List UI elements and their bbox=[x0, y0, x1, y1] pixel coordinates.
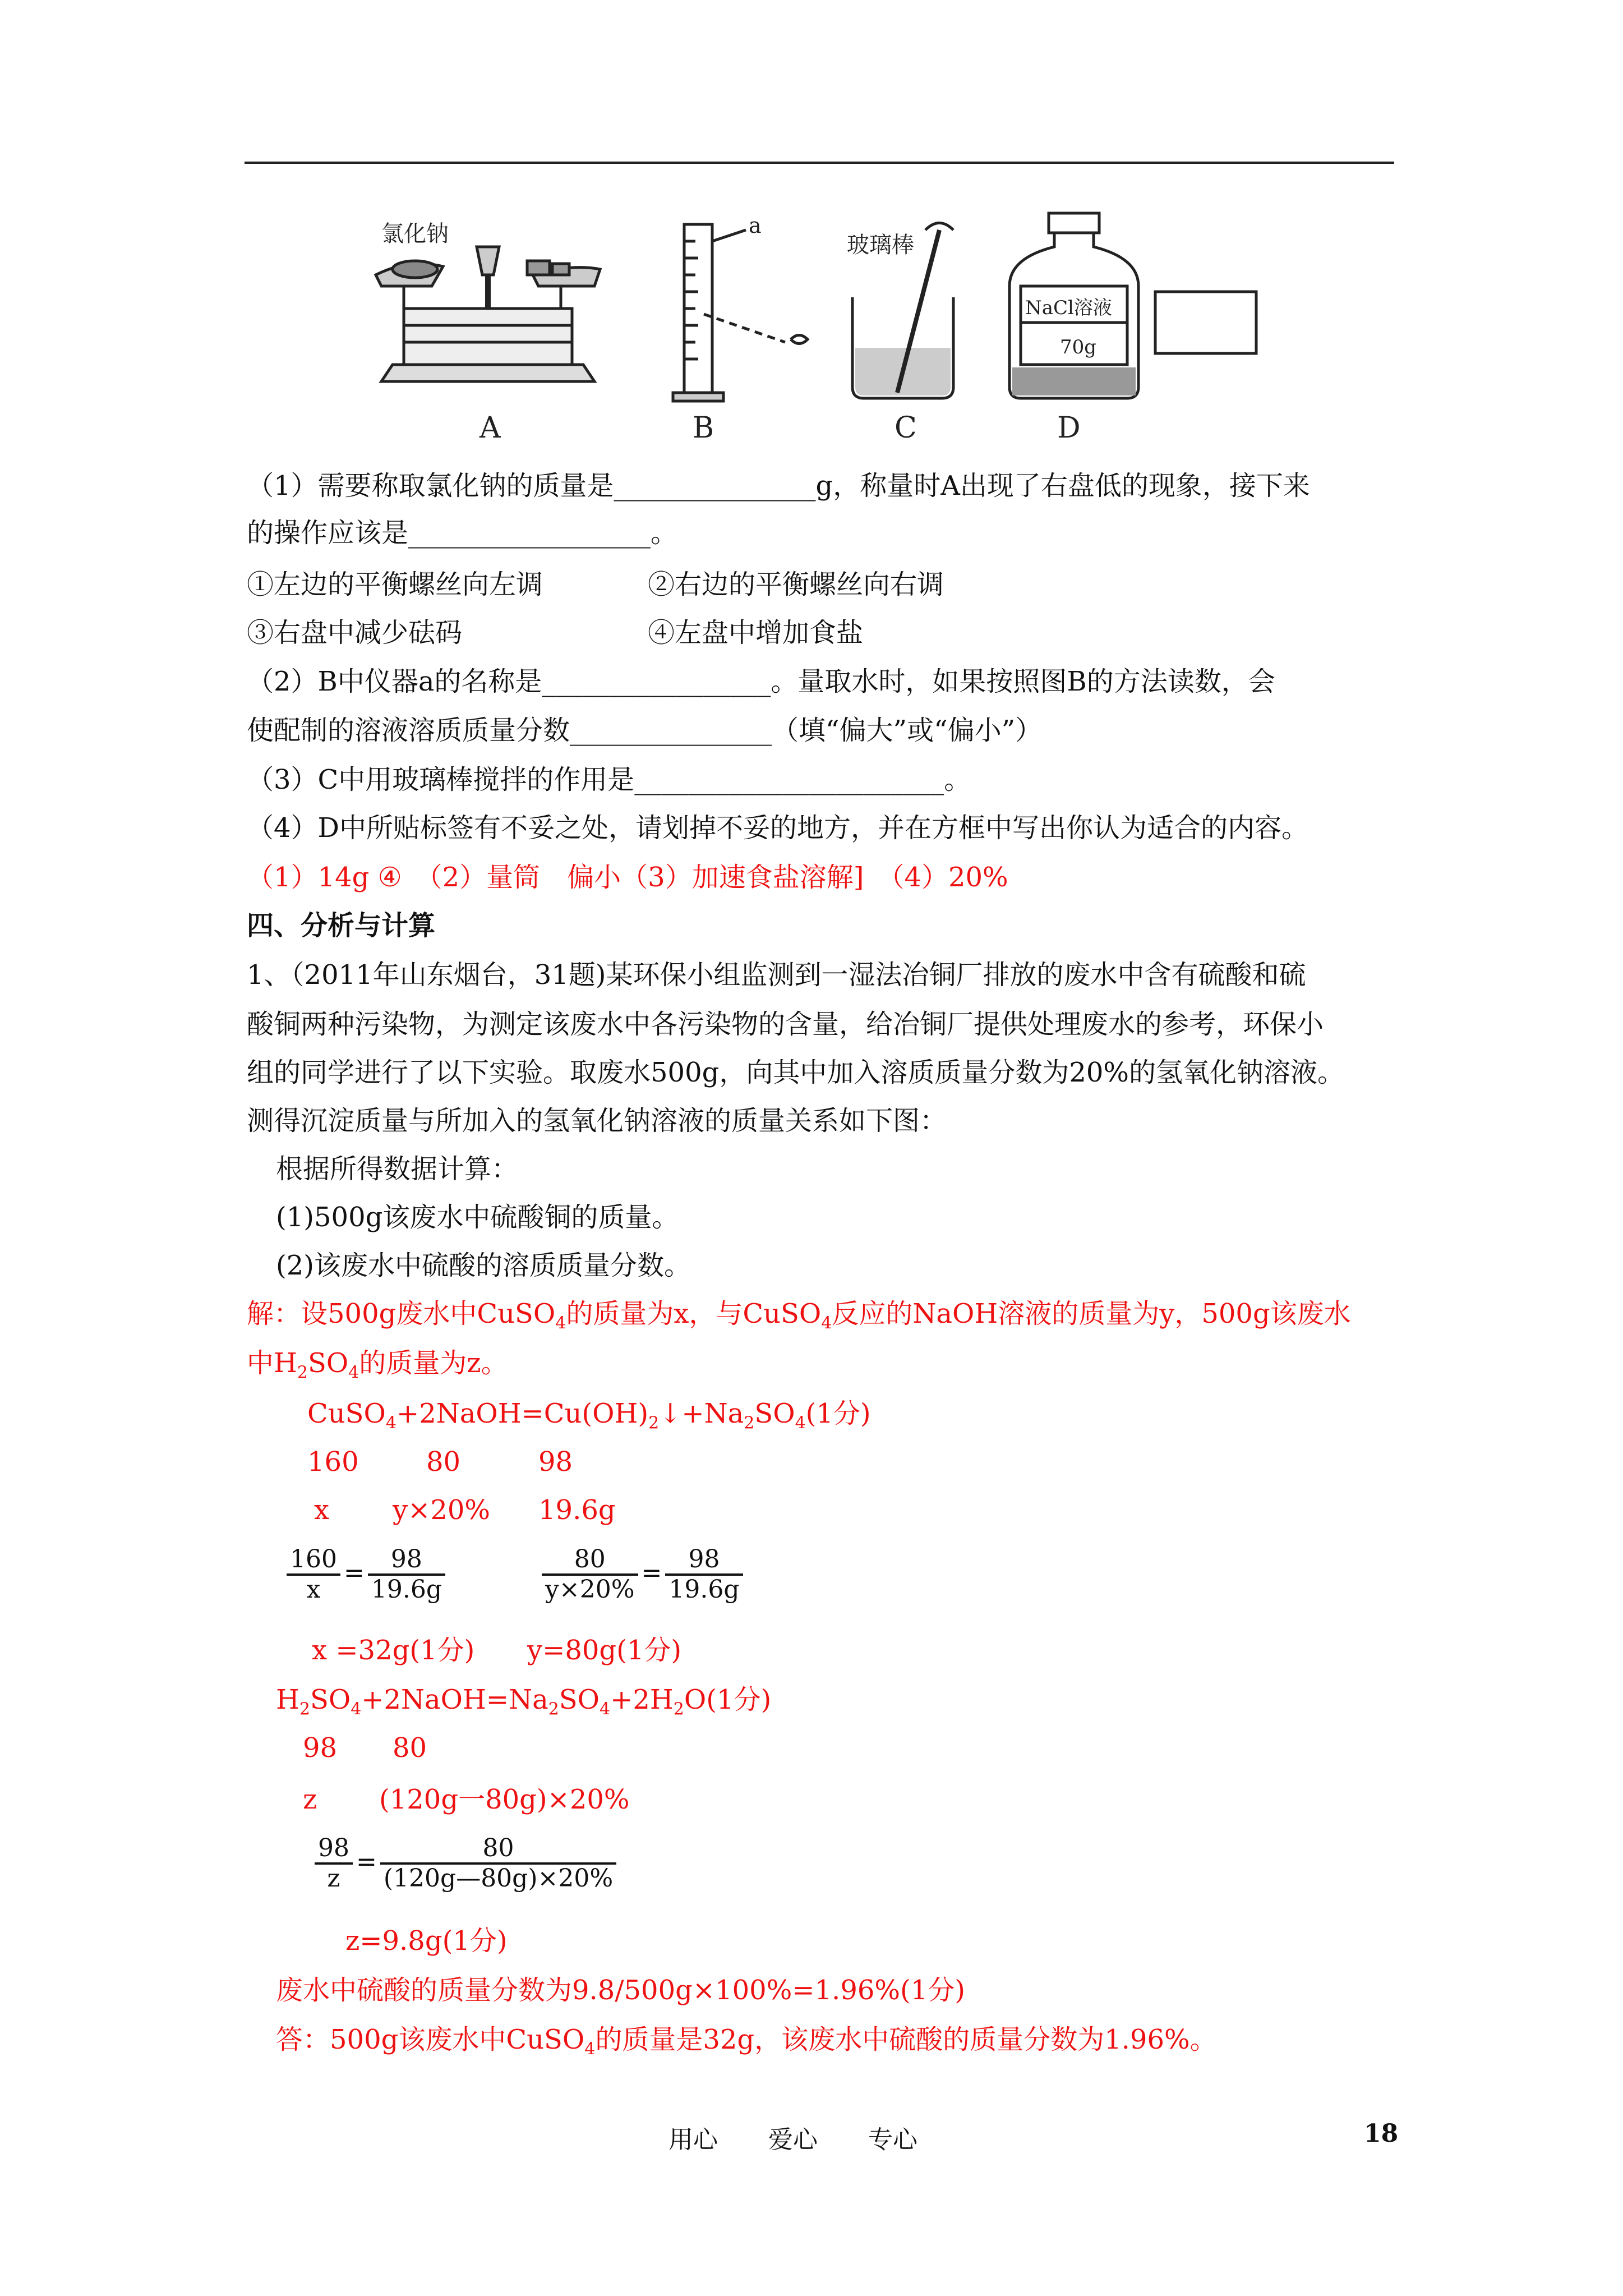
ratio-98: 98 bbox=[303, 1732, 338, 1764]
header-rule bbox=[245, 162, 1394, 164]
result-x: x =32g(1分) bbox=[312, 1635, 475, 1666]
ratio-80: 80 bbox=[393, 1732, 427, 1764]
graduated-cylinder bbox=[673, 224, 808, 401]
figure-c-rod-label: 玻璃棒 bbox=[847, 232, 914, 258]
figure-label-a: A bbox=[479, 411, 501, 445]
balance-diagram bbox=[376, 247, 600, 381]
problem-line6: (1)500g该废水中硫酸铜的质量。 bbox=[276, 1202, 679, 1233]
figure-label-b: B bbox=[693, 411, 714, 445]
q1-option-3: ③右盘中减少砝码 bbox=[247, 617, 463, 648]
q1-option-2: ②右边的平衡螺丝向右调 bbox=[648, 569, 944, 600]
q3-text: （3）C中用玻璃棒搅拌的作用是_______________________。 bbox=[247, 764, 971, 795]
result-y: y=80g(1分) bbox=[527, 1635, 682, 1666]
q2-line1: （2）B中仪器a的名称是_________________。量取水时，如果按照图B的方法读数，会 bbox=[247, 666, 1275, 697]
bottle-label-name: NaCl溶液 bbox=[1025, 297, 1112, 319]
naoh-mass-expr: (120g一80g)×20% bbox=[379, 1784, 630, 1815]
problem-line7: (2)该废水中硫酸的溶质质量分数。 bbox=[276, 1250, 691, 1281]
q1-line1: （1）需要称取氯化钠的质量是_______________g，称量时A出现了右盘低的现象，接下来 bbox=[247, 470, 1310, 501]
proportion-1: $\frac{160}{x}$ = $\frac{98}{19.6g}$ bbox=[283, 1545, 449, 1604]
unknown-z: z bbox=[303, 1784, 317, 1815]
solution-line2: 中$H_2SO_4$的质量为z。 bbox=[247, 1347, 508, 1383]
lab-apparatus-figure bbox=[359, 208, 1284, 454]
figure-a-nacl-label: 氯化钠 bbox=[381, 221, 449, 247]
problem-line2: 酸铜两种污染物，为测定该废水中各污染物的含量，给冶铜厂提供处理废水的参考，环保小 bbox=[247, 1009, 1324, 1040]
section-title: 四、分析与计算 bbox=[247, 910, 436, 941]
footer-motto-3: 专心 bbox=[868, 2125, 917, 2154]
q1-option-4: ④左盘中增加食盐 bbox=[648, 617, 864, 648]
equation-1: $CuSO_4+2NaOH=Cu(OH)_2↓+Na_2SO_4(1$分) bbox=[307, 1398, 871, 1433]
q2-line2: 使配制的溶液溶质质量分数_______________（填“偏大”或“偏小”） bbox=[247, 715, 1043, 746]
page-number: 18 bbox=[1364, 2119, 1399, 2148]
answer-part1: （1）14g ④ （2）量筒 偏小（3）加速食盐溶解] （4）20% bbox=[247, 862, 1008, 893]
figure-label-c: C bbox=[895, 411, 917, 445]
ratio-3: 98 bbox=[538, 1446, 573, 1478]
problem-line4: 测得沉淀质量与所加入的氢氧化钠溶液的质量关系如下图： bbox=[247, 1105, 947, 1137]
solution-line1: 解：设500g废水中CuSO$_4$的质量为x，与CuSO$_4$反应的NaOH溶液的质量为y，500g该废水 bbox=[247, 1298, 1351, 1333]
problem-line1: 1、（2011年山东烟台，31题)某环保小组监测到一湿法冶铜厂排放的废水中含有硫酸和硫 bbox=[247, 959, 1306, 991]
bottle-label-mass: 70g bbox=[1060, 336, 1097, 358]
footer-motto-1: 用心 bbox=[668, 2125, 718, 2154]
equation-2: $H_2SO_4+2NaOH=Na_2SO_4+2H_2O(1$分) bbox=[276, 1684, 772, 1719]
footer-motto-2: 爱心 bbox=[768, 2125, 818, 2154]
figure-b-a-label: a bbox=[749, 213, 762, 238]
ratio-2: 80 bbox=[426, 1446, 461, 1478]
result-z: z=9.8g(1分) bbox=[345, 1925, 508, 1957]
known-mass: 19.6g bbox=[538, 1494, 616, 1526]
unknown-y: y×20% bbox=[393, 1494, 491, 1526]
problem-line5: 根据所得数据计算： bbox=[276, 1153, 519, 1185]
proportion-2: $\frac{80}{y\times 20\%}$ = $\frac{98}{19.6g}$ bbox=[538, 1545, 746, 1604]
figure-label-d: D bbox=[1057, 411, 1081, 445]
problem-line3: 组的同学进行了以下实验。取废水500g，向其中加入溶质质量分数为20%的氢氧化钠溶液。 bbox=[247, 1057, 1345, 1088]
final-answer: 答：500g该废水中CuSO$_4$的质量是32g，该废水中硫酸的质量分数为1.96%。 bbox=[276, 2024, 1217, 2059]
proportion-3: $\frac{98}{z}$ = $\frac{80}{(120g—80g)\times 20\%}$ bbox=[311, 1834, 620, 1893]
q4-text: （4）D中所贴标签有不妥之处，请划掉不妥的地方，并在方框中写出你认为适合的内容。 bbox=[247, 812, 1309, 844]
q1-line2: 的操作应该是__________________。 bbox=[247, 517, 678, 549]
q1-option-1: ①左边的平衡螺丝向左调 bbox=[247, 569, 543, 600]
mass-fraction-line: 废水中硫酸的质量分数为9.8/500g×100%=1.96%(1分) bbox=[276, 1975, 965, 2006]
unknown-x: x bbox=[314, 1494, 330, 1526]
answer-box bbox=[1155, 292, 1256, 353]
ratio-1: 160 bbox=[307, 1446, 359, 1478]
